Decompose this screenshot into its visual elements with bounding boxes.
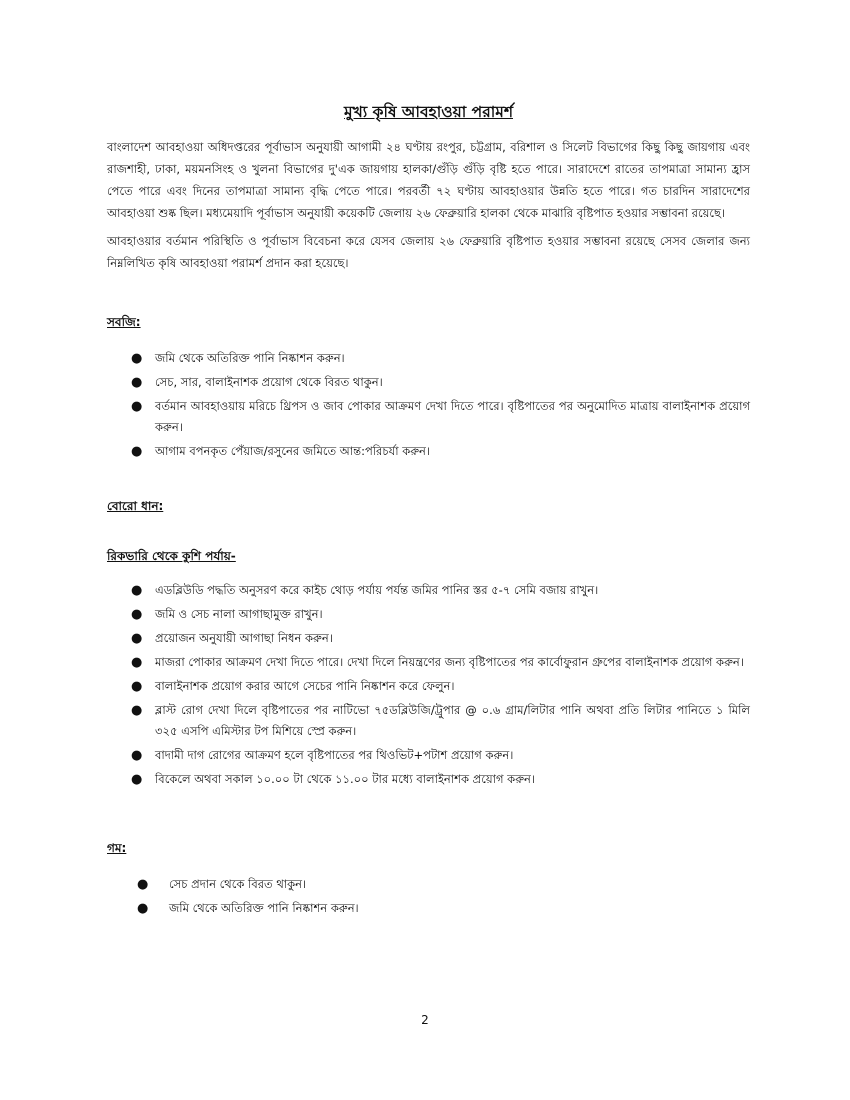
bullet-icon: ●	[131, 399, 143, 414]
bullet-icon: ●	[131, 772, 143, 787]
list-item: ● বাদামী দাগ রোগের আক্রমণ হলে বৃষ্টিপাতের পর থিওভিট+পটাশ প্রয়োগ করুন।	[107, 745, 750, 766]
list-item: ● বালাইনাশক প্রয়োগ করার আগে সেচের পানি নিষ্কাশন করে ফেলুন।	[107, 676, 750, 697]
list-item: ● আগাম বপনকৃত পেঁয়াজ/রসুনের জমিতে আন্ত:পরিচর্যা করুন।	[107, 441, 750, 462]
boro-stage-heading: রিকভারি থেকে কুশি পর্যায়-	[107, 549, 236, 563]
boro-list	[107, 580, 750, 790]
bullet-icon: ●	[131, 444, 143, 459]
bullet-icon: ●	[137, 901, 149, 916]
wheat-heading: গম:	[107, 841, 127, 855]
list-item: ● জমি ও সেচ নালা আগাছামুক্ত রাখুন।	[107, 604, 750, 625]
vegetables-heading: সবজি:	[107, 315, 141, 329]
page-number: 2	[421, 1013, 429, 1027]
list-item: ● সেচ প্রদান থেকে বিরত থাকুন।	[107, 874, 750, 895]
bullet-icon: ●	[137, 877, 149, 892]
bullet-icon: ●	[131, 703, 143, 718]
bullet-icon: ●	[131, 583, 143, 598]
bullet-icon: ●	[131, 748, 143, 763]
boro-heading: বোরো ধান:	[107, 499, 164, 513]
wheat-list	[107, 874, 750, 919]
document-page	[107, 96, 750, 922]
list-item: ● প্রয়োজন অনুযায়ী আগাছা নিধন করুন।	[107, 628, 750, 649]
bullet-icon: ●	[131, 375, 143, 390]
list-item: ● বর্তমান আবহাওয়ায় মরিচে থ্রিপস ও জাব পোকার আক্রমণ দেখা দিতে পারে। বৃষ্টিপাতের পর অনুমোদিত মাত্রায় বালাইনাশক প্রয়োগ করুন।	[107, 396, 750, 438]
list-item: ● বিকেলে অথবা সকাল ১০.০০ টা থেকে ১১.০০ টার মধ্যে বালাইনাশক প্রয়োগ করুন।	[107, 769, 750, 790]
advice-paragraph: আবহাওয়ার বর্তমান পরিস্থিতি ও পূর্বাভাস বিবেচনা করে যেসব জেলায় ২৬ ফেব্রুয়ারি বৃষ্টিপাত হওয়ার সম্ভাবনা রয়েছে সেসব জেলার জন্য নিম্নলিখিত কৃষি আবহাওয়া পরামর্শ প্রদান করা হয়েছে।	[107, 234, 750, 270]
list-item: ● ব্লাস্ট রোগ দেখা দিলে বৃষ্টিপাতের পর নাটিভো ৭৫ডব্লিউজি/ট্রুপার @ ০.৬ গ্রাম/লিটার পানি অথবা প্রতি লিটার পানিতে ১ মিলি ৩২৫ এসপি এমিস্টার টপ মিশিয়ে স্প্রে করুন।	[107, 700, 750, 742]
list-item: ● মাজরা পোকার আক্রমণ দেখা দিতে পারে। দেখা দিলে নিয়ন্ত্রণের জন্য বৃষ্টিপাতের পর কার্বোফুরান গ্রুপের বালাইনাশক প্রয়োগ করুন।	[107, 652, 750, 673]
vegetables-list	[107, 348, 750, 462]
list-item: ● জমি থেকে অতিরিক্ত পানি নিষ্কাশন করুন।	[107, 348, 750, 369]
bullet-icon: ●	[131, 607, 143, 622]
intro-paragraph: বাংলাদেশ আবহাওয়া অধিদপ্তরের পূর্বাভাস অনুযায়ী আগামী ২৪ ঘণ্টায় রংপুর, চট্টগ্রাম, বরিশাল ও সিলেট বিভাগের কিছু কিছু জায়গায় এবং রাজশাহী, ঢাকা, ময়মনসিংহ ও খুলনা বিভাগের দু'এক জায়গায় হালকা/গুঁড়ি গুঁড়ি বৃষ্টি হতে পারে। সারাদেশে রাতের তাপমাত্রা সামান্য হ্রাস পেতে পারে এবং দিনের তাপমাত্রা সামান্য বৃদ্ধি পেতে পারে। পরবর্তী ৭২ ঘণ্টায় আবহাওয়ার উন্নতি হতে পারে। গত চারদিন সারাদেশের আবহাওয়া শুষ্ক ছিল। মধ্যমেয়াদি পূর্বাভাস অনুযায়ী কয়েকটি জেলায় ২৬ ফেব্রুয়ারি হালকা থেকে মাঝারি বৃষ্টিপাত হওয়ার সম্ভাবনা রয়েছে।	[107, 140, 750, 220]
bullet-icon: ●	[131, 655, 143, 670]
list-item: ● সেচ, সার, বালাইনাশক প্রয়োগ থেকে বিরত থাকুন।	[107, 372, 750, 393]
bullet-icon: ●	[131, 631, 143, 646]
bullet-icon: ●	[131, 679, 143, 694]
list-item: ● জমি থেকে অতিরিক্ত পানি নিষ্কাশন করুন।	[107, 898, 750, 919]
document-title: মুখ্য কৃষি আবহাওয়া পরামর্শ	[344, 103, 513, 121]
list-item: ● এডব্লিউডি পদ্ধতি অনুসরণ করে কাইচ থোড় পর্যায় পর্যন্ত জমির পানির স্তর ৫-৭ সেমি বজায় রাখুন।	[107, 580, 750, 601]
bullet-icon: ●	[131, 351, 143, 366]
